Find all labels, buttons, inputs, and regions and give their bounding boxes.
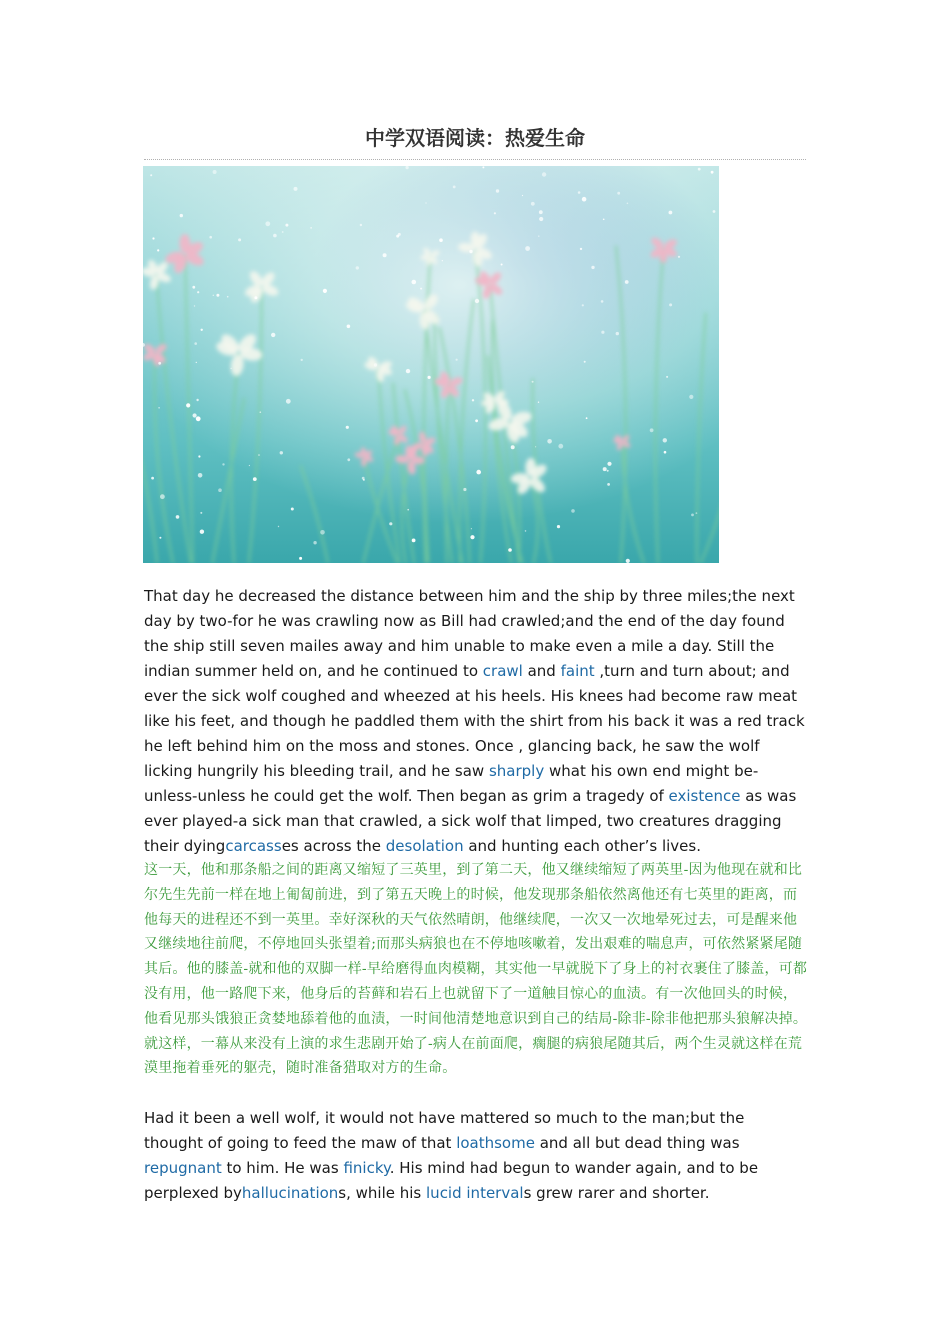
text-run: ,turn and turn about; and ever the sick wolf coughed and wheezed at his heels. His knees had become raw meat like his feet, and though he paddled them with the shirt from his back it was a red track he left behind him on the moss and stones. Once , glancing back, he saw the wolf licking hungrily his bleeding trail, and he saw [144,662,805,780]
sparkle-dot [407,509,409,511]
sparkle-dot [698,168,701,171]
sparkle-dot [442,260,443,261]
sparkle-dot [347,325,351,329]
sparkle-dot [711,171,714,174]
vocab-link-finicky[interactable]: finicky [343,1159,390,1177]
sparkle-dot [200,512,202,514]
text-run: Had it been a well wolf, it would not have mattered so much to the man;but the thought of going to feed the maw of that [144,1109,745,1152]
text-run: and all but dead thing was [534,1134,740,1152]
sparkle-dot [586,417,588,419]
sparkle-dot [501,264,503,266]
vocab-link-hallucination[interactable]: hallucination [241,1184,339,1202]
sparkle-dot [158,407,160,409]
sparkle-dot [209,236,212,239]
sparkle-dot [508,548,512,552]
sparkle-dot [603,467,607,471]
sparkle-dot [627,203,629,205]
sparkle-dot [425,202,426,203]
sparkle-dot [601,300,604,303]
text-run: s grew rarer and shorter. [523,1184,710,1202]
sparkle-dot [580,248,582,250]
sparkle-dot [196,362,197,363]
sparkle-dot [456,359,458,361]
sparkle-dot [310,227,312,229]
sparkle-dot [222,463,224,465]
sparkle-dot [151,477,154,480]
sparkle-dot [525,246,530,251]
sparkle-dot [607,483,610,486]
sparkle-dot [313,541,316,544]
text-run: and hunting each other’s lives. [463,837,701,855]
sparkle-dot [194,342,197,345]
text-run: to him. He was [221,1159,344,1177]
sparkle-dot [428,376,431,379]
vocab-link-repugnant[interactable]: repugnant [144,1159,222,1177]
sparkle-dot [472,399,474,401]
sparkle-dot [406,369,410,373]
sparkle-dot [216,294,219,297]
sparkle-dot [582,304,584,306]
sparkle-dot [286,399,291,404]
sparkle-dot [152,237,154,239]
sparkle-dot [557,525,560,528]
sparkle-dot [383,253,387,257]
sparkle-dot [463,488,466,491]
sparkle-dot [323,289,327,293]
sparkle-dot [607,462,611,466]
sparkle-dot [196,399,198,401]
sparkle-dot [617,192,620,195]
vocab-link-faint[interactable]: faint [560,662,595,680]
sparkle-dot [666,376,668,378]
text-run: what his own end might be-unless-unless he could get the wolf. Then began as grim a tragedy of [144,762,759,805]
sparkle-dot [196,416,201,421]
sparkle-dot [197,291,199,293]
sparkle-dot [669,303,672,306]
sparkle-dot [475,299,479,303]
sparkle-dot [260,411,262,413]
sparkle-dot [511,445,515,449]
sparkle-dot [535,446,536,447]
sparkle-dot [471,528,472,529]
sparkle-dot [494,212,496,214]
sparkle-dot [522,195,523,196]
sparkle-dot [160,494,165,499]
sparkle-dot [601,331,604,334]
sparkle-dot [198,473,203,478]
sparkle-dot [176,515,180,519]
sparkle-dot [299,557,302,560]
sparkle-dot [194,305,195,306]
sparkle-dot [691,514,694,517]
sparkle-dot [192,286,195,289]
sparkle-dot [231,368,232,369]
sparkle-dot [294,187,298,191]
sparkle-dot [496,189,499,192]
sparkle-dot [669,211,673,215]
text-run: That day he decreased the distance between him and the ship by three miles;the next day by two-for he was crawling now as Bill had crawled;and the end of the day found the ship still seven mailes away and him unable to make even a mile a day. Still the indian summer held on, and he continued to [144,587,795,680]
sparkle-dot [591,266,594,269]
vocab-link-existence[interactable]: existence [668,787,741,805]
sparkle-dot [603,219,605,221]
sparkle-dot [258,454,260,456]
sparkle-dot [689,395,693,399]
vocab-link-carcass[interactable]: carcass [225,837,282,855]
sparkle-dot [607,470,609,472]
sparkle-dot [254,296,257,299]
flower-photo [143,166,719,563]
sparkle-dot [453,186,456,189]
sparkle-dot [420,288,422,290]
sparkle-dot [578,191,581,194]
sparkle-dot [265,221,270,226]
sparkle-dot [186,403,190,407]
sparkle-dot [320,530,325,535]
sparkle-dot [696,512,698,514]
sparkle-dot [271,333,275,337]
page-title: 中学双语阅读：热爱生命 [365,126,585,150]
sparkle-dot [280,451,283,454]
vocab-link-lucid-interval[interactable]: lucid interval [426,1184,524,1202]
text-run: s, while his [338,1184,427,1202]
sparkle-dot [582,197,587,202]
sparkle-dot [396,235,399,238]
sparkle-dot [538,402,539,403]
sparkle-dot [301,359,303,361]
sparkle-dot [571,509,575,513]
text-run: es across the [281,837,386,855]
sparkle-dot [213,170,217,174]
text-run: and [522,662,561,680]
sparkle-dot [469,250,472,253]
sparkle-dot [213,295,214,296]
sparkle-dot [664,451,667,454]
sparkle-dot [253,477,257,481]
sparkle-dot [346,426,349,429]
sparkle-dot [360,224,362,226]
sparkle-dot [374,363,377,366]
sparkle-dot [238,238,241,241]
sparkle-dot [558,444,563,449]
sparkle-dot [356,266,359,269]
sparkle-dot [157,249,159,251]
sparkle-dot [158,362,161,365]
vocab-link-sharply[interactable]: sharply [488,762,545,780]
vocab-link-loathsome[interactable]: loathsome [456,1134,535,1152]
sparkle-dot [200,530,204,534]
sparkle-dot [198,455,200,457]
english-paragraph-1 [144,584,808,859]
sparkle-dot [542,172,546,176]
sparkle-dot [218,488,222,492]
sparkle-dot [539,210,543,214]
sparkle-dot [678,256,680,258]
sparkle-dot [482,166,484,168]
sparkle-dot [273,234,277,238]
sparkle-dot [532,381,534,383]
chinese-translation: 这一天，他和那条船之间的距离又缩短了三英里，到了第二天，他又继续缩短了两英里-因为他现在就和比尔先生先前一样在地上匍匐前进，到了第五天晚上的时候，他发现那条船依然离他还有七英里的距离，而他每天的进程还不到一英里。幸好深秋的天气依然晴朗，他继续爬，一次又一次地晕死过去，可是醒来他又继续地往前爬，不停地回头张望着;而那头病狼也在不停地咳嗽着，发出艰难的喘息声，可依然紧紧尾随其后。他的膝盖-就和他的双脚一样-早给磨得血肉模糊，其实他一早就脱下了身上的衬衣裹住了膝盖，可都没有用，他一路爬下来，他身后的苔藓和岩石上也就留下了一道触目惊心的血渍。有一次他回头的时候，他看见那头饿狼正贪婪地舔着他的血渍，一时间他清楚地意识到自己的结局-除非-除非他把那头狼解决掉。就这样，一幕从来没有上演的求生悲剧开始了-病人在前面爬，瘸腿的病狼尾随其后，两个生灵就这样在荒漠里拖着垂死的躯壳，随时准备猎取对方的生命。 [144,862,808,1077]
sparkle-dot [150,174,152,176]
sparkle-dot [650,428,654,432]
english-paragraph-2 [144,1106,808,1206]
sparkle-dot [547,439,552,444]
sparkle-dot [616,332,619,335]
vocab-link-desolation[interactable]: desolation [385,837,464,855]
sparkle-dot [159,537,161,539]
sparkle-dot [475,419,478,422]
sparkle-dot [291,508,294,511]
sparkle-dot [584,361,586,363]
sparkle-dot [531,202,535,206]
vocab-link-crawl[interactable]: crawl [482,662,523,680]
sparkle-dot [470,535,474,539]
sparkle-dot [362,477,365,480]
sparkle-dot [625,280,629,284]
text-run: as was ever played-a sick man that crawled, a sick wolf that limped, two creatures dragging their dying [144,787,797,855]
sparkle-dot [663,438,667,442]
sparkle-dot [285,224,288,227]
sparkle-dot [180,214,183,217]
sparkle-dot [249,465,250,466]
sparkle-dot [201,329,203,331]
text-run: . His mind had begun to wander again, and to be perplexed by [144,1159,759,1202]
sparkle-dot [347,458,350,461]
sparkle-dot [227,296,229,298]
sparkle-dot [476,470,481,475]
sparkle-dot [626,559,630,563]
title-divider [144,159,806,160]
sparkle-dot [713,210,716,213]
sparkle-dot [539,217,543,221]
sparkle-dot [525,530,527,532]
sparkle-dot [389,522,392,525]
sparkle-dot [278,526,279,527]
sparkle-dot [439,238,443,242]
sparkle-dot [193,413,197,417]
sparkle-dot [538,236,539,237]
sparkle-dot [282,231,284,233]
sparkle-dot [412,539,416,543]
sparkle-dot [412,280,417,285]
